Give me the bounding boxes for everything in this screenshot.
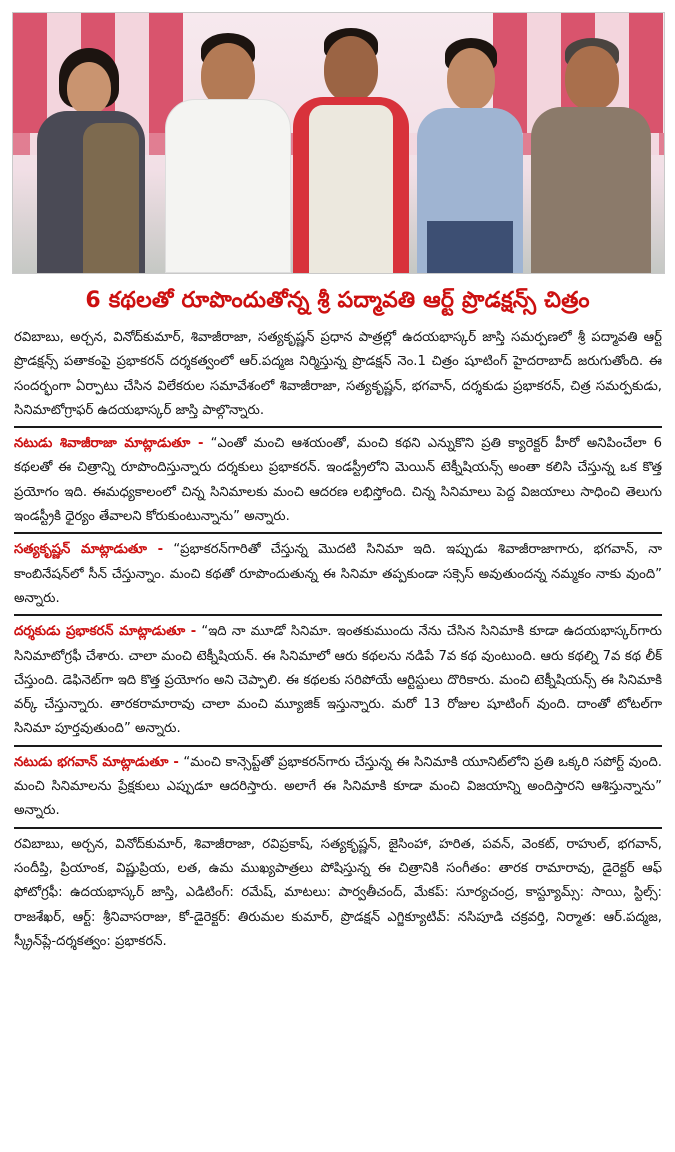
separator	[14, 827, 662, 829]
quote-text: “మంచి కాన్సెప్ట్‌తో ప్రభాకరన్‌గారు చేస్తున్న ఈ సినిమాకి యూనిట్‌లోని ప్రతి ఒక్కరి సపోర్ట్ వుంది. మంచి సినిమాలను ప్రేక్షకులు ఎప్పుడూ ఆదరిస్తారు. అలాగే ఈ సినిమాకి కూడా మంచి విజయాన్ని అందిస్తారని ఆశిస్తున్నాను” అన్నారు.	[14, 754, 662, 819]
separator	[14, 745, 662, 747]
speaker-label: దర్శకుడు ప్రభాకరన్ మాట్లాడుతూ -	[14, 624, 197, 640]
quote-text: “ఎంతో మంచి ఆశయంతో, మంచి కథని ఎన్నుకొని ప్రతి క్యారెక్టర్ హీరో అనిపించేలా 6 కథలతో ఈ చిత్రాన్ని రూపొందిస్తున్నారు దర్శకులు ప్రభాకరన్. ఇండస్ట్రీలోని మెయిన్ టెక్నీషియన్స్ అంతా కలిసి చేస్తున్న ఒక కొత్త ప్రయోగం ఇది. ఈమధ్యకాలంలో చిన్న సినిమాలకు మంచి ఆదరణ లభిస్తోంది. చిన్న సినిమాలు పెద్ద విజయాలు సాధించి తెలుగు ఇండస్ట్రీకి ధైర్యం తేవాలని కోరుకుంటున్నాను” అన్నారు.	[14, 436, 662, 525]
photo-person-1	[31, 48, 151, 273]
quote-text: “ప్రభాకరన్‌గారితో చేస్తున్న మొదటి సినిమా ఇది. ఇప్పుడు శివాజీరాజాగారు, భగవాన్, నా కాంబినేషన్‌లో సీన్ చేస్తున్నాం. మంచి కథతో రూపొందుతున్న ఈ సినిమా తప్పకుండా సక్సెస్ అవుతుందన్న నమ్మకం నాకు వుంది” అన్నారు.	[14, 542, 662, 606]
photo-person-5	[525, 38, 655, 273]
photo-person-3	[291, 28, 411, 273]
separator	[14, 532, 662, 534]
photo-person-2	[161, 33, 293, 273]
quote-paragraph	[14, 751, 662, 824]
speaker-label: నటుడు భగవాన్ మాట్లాడుతూ -	[14, 754, 179, 770]
speaker-label: సత్యకృష్ణన్ మాట్లాడుతూ -	[14, 542, 164, 558]
separator	[14, 614, 662, 616]
quote-paragraph	[14, 432, 662, 529]
headline: 6 కథలతో రూపొందుతోన్న శ్రీ పద్మావతి ఆర్ట్ ప్రొడక్షన్స్ చిత్రం	[85, 288, 590, 313]
photo-person-4	[413, 38, 527, 273]
article-body	[14, 326, 662, 954]
quote-text: “ఇది నా మూడో సినిమా. ఇంతకుముందు నేను చేసిన సినిమాకి కూడా ఉదయభాస్కర్‌గారు సినిమాటోగ్రఫీ చేశారు. చాలా మంచి టెక్నీషియన్. ఈ సినిమాలో ఆరు కథలను నడిపే 7వ కథ వుంటుంది. ఆరు కథల్ని 7వ కథ లీక్ చేస్తుంది. డెఫినెట్‌గా ఇది కొత్త ప్రయోగం అని చెప్పాలి. ఈ కథలకు సరిపోయే ఆర్టిస్టులు దొరికారు. మంచి టెక్నీషియన్స్ ఈ సినిమాకి వర్క్ చేస్తున్నారు. తారకరామారావు చాలా మంచి మ్యూజిక్ ఇస్తున్నారు. మరో 13 రోజుల షూటింగ్ వుంది. దాంతో టోటల్‌గా సినిమా పూర్తవుతుంది” అన్నారు.	[14, 624, 662, 737]
speaker-label: నటుడు శివాజీరాజా మాట్లాడుతూ -	[14, 436, 204, 452]
credits-paragraph: రవిబాబు, అర్చన, వినోద్‌కుమార్, శివాజీరాజా, రవిప్రకాష్, సత్యకృష్ణన్, జైసింహా, హరిత, పవన్, వెంకట్, రాహుల్, భగవాన్, సందీప్తి, ప్రియాంక, విష్ణుప్రియ, లత, ఉమ ముఖ్యపాత్రలు పోషిస్తున్న ఈ చిత్రానికి సంగీతం: తారక రామారావు, డైరెక్టర్ ఆఫ్ ఫోటోగ్రఫీ: ఉదయభాస్కర్ జాస్తి, ఎడిటింగ్: రమేష్, మాటలు: పార్వతీచంద్, మేకప్: సూర్యచంద్ర, కాస్ట్యూమ్స్: సాయి, స్టిల్స్: రాజశేఖర్, ఆర్ట్: శ్రీనివాసరాజు, కో-డైరెక్టర్: తిరుమల కుమార్, ప్రొడక్షన్ ఎగ్జిక్యూటివ్: నసిపూడి చక్రవర్తి, నిర్మాత: ఆర్.పద్మజ, స్క్రీన్‌ప్లే-దర్శకత్వం: ప్రభాకరన్.	[14, 836, 662, 949]
quote-paragraph	[14, 620, 662, 741]
group-photo	[12, 12, 665, 274]
quote-paragraph	[14, 538, 662, 611]
separator	[14, 426, 662, 428]
intro-paragraph: రవిబాబు, అర్చన, వినోద్‌కుమార్, శివాజీరాజా, సత్యకృష్ణన్ ప్రధాన పాత్రల్లో ఉదయభాస్కర్ జాస్తి సమర్పణలో శ్రీ పద్మావతి ఆర్ట్ ప్రొడక్షన్స్ పతాకంపై ప్రభాకరన్ దర్శకత్వంలో ఆర్.పద్మజ నిర్మిస్తున్న ప్రొడక్షన్ నెం.1 చిత్రం షూటింగ్ హైదరాబాద్ జరుగుతోంది. ఈ సందర్భంగా ఏర్పాటు చేసిన విలేకరుల సమావేశంలో శివాజీరాజా, సత్యకృష్ణన్, భగవాన్, దర్శకుడు ప్రభాకరన్, చిత్ర సమర్పకుడు, సినిమాటోగ్రాఫర్ ఉదయభాస్కర్ జాస్తి పాల్గొన్నారు.	[14, 330, 662, 418]
